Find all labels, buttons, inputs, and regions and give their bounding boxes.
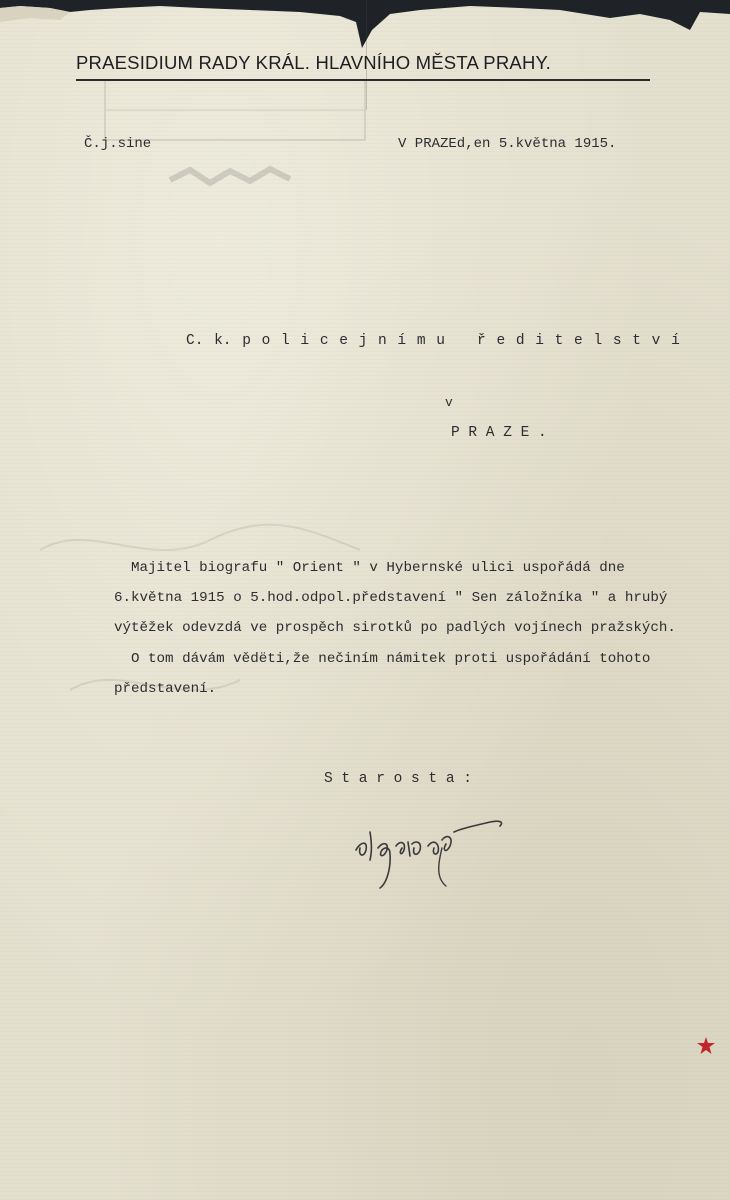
red-star-mark bbox=[696, 1036, 716, 1056]
letterhead-rule bbox=[76, 79, 650, 81]
handwritten-signature bbox=[350, 812, 520, 892]
recipient-preposition: v bbox=[445, 395, 453, 410]
body-line: O tom dávám vědëti,že nečiním námitek proti uspořádání tohoto bbox=[131, 651, 651, 667]
signatory-title: S t a r o s t a : bbox=[324, 771, 472, 787]
recipient-office: C. k. p o l i c e j n í m u ř e d i t e l s t v í bbox=[186, 333, 680, 349]
body-line: Majitel biografu " Orient " v Hybernské ulici uspořádá dne bbox=[131, 560, 625, 576]
letterhead-title: PRAESIDIUM RADY KRÁL. HLAVNÍHO MĚSTA PRAHY. bbox=[76, 52, 551, 73]
reference-number: Č.j.sine bbox=[84, 136, 152, 152]
recipient-city: P R A Z E . bbox=[451, 425, 547, 441]
body-line: výtěžek odevzdá ve prospěch sirotků po padlých vojínech pražských. bbox=[114, 620, 676, 636]
torn-edge bbox=[0, 0, 730, 60]
body-line: 6.května 1915 o 5.hod.odpol.představení " Sen záložníka " a hrubý bbox=[114, 590, 668, 606]
body-line: představení. bbox=[114, 681, 217, 697]
date-line: V PRAZEd,en 5.května 1915. bbox=[398, 136, 617, 152]
